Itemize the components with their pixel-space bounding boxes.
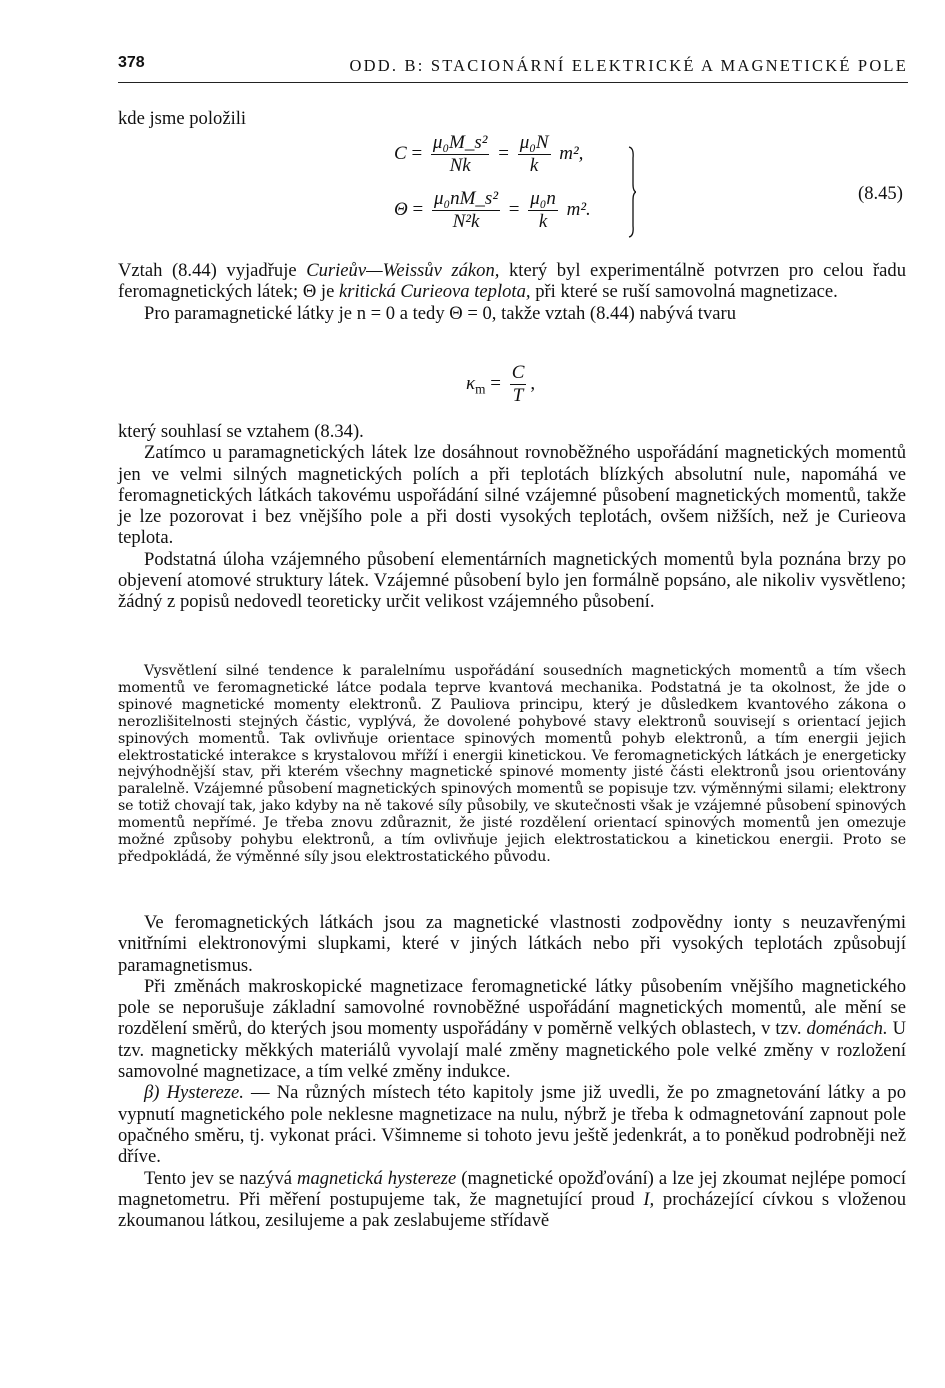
intro-line: [118, 108, 906, 129]
fraction-denominator: k: [529, 155, 539, 176]
text-run: — Na různých místech této kapitoly jsme již uvedli, že po zmagnetování látky a po vypnutí magnetického pole neklesne magnetizace na nulu, nýbrž je třeba k odmagnetování zapnout pole opačného směru, tj. vykonat práci. Všimneme si tohoto jevu ještě jedenkrát, a to poněkud podrobněji než dříve.: [118, 1082, 907, 1168]
equation-8-45-line1: C = $\frac{\text{μ₀M\_s²}}{Nk}$ = $\frac{\text{μ₀N}}{k}$ m²,: [394, 132, 584, 176]
section-heading: β) Hystereze.: [144, 1082, 244, 1104]
paragraph: [118, 1082, 906, 1167]
text-run: (magnetické opožďování) a lze jej zkoumat nejlépe pomocí magnetometru. Při měření postupujeme tak, že magnetující proud: [118, 1167, 906, 1210]
emphasis: kritická Curieova teplota,: [338, 281, 531, 303]
page-header: [118, 54, 908, 84]
emphasis: I,: [643, 1188, 655, 1210]
paragraph: Pro paramagnetické látky je n = 0 a tedy Θ = 0, takže vztah (8.44) nabývá tvaru: [144, 302, 737, 324]
page-number: 378: [118, 54, 145, 71]
text-run: U tzv. magneticky měkkých materiálů vyvolají malé změny magnetického pole velké změny v rozložení samovolné magnetizace, a tím velké změny indukce.: [118, 1018, 906, 1083]
fraction-denominator: N²k: [452, 211, 480, 232]
eq-lhs-c: C: [394, 142, 407, 164]
paragraph: [118, 1168, 906, 1232]
intro-text: kde jsme položili: [118, 108, 247, 129]
paragraph: Zatímco u paramagnetických látek lze dosáhnout rovnoběžného uspořádání magnetických momentů jen ve velmi silných magnetických polích a při teplotách blízkých absolutní nule, napomáhá ve feromagnetických látkách takovému uspořádání silné vzájemné působení magnetických momentů, takže je lze pozorovat i bez vnějšího pole a při dosti vysokých teplotách, ovšem nižších, než je Curieova teplota.: [118, 442, 906, 549]
paragraph: Podstatná úloha vzájemného působení elementárních magnetických momentů byla poznána brzy po objevení atomové struktury látek. Vzájemné působení bylo jen formálně popsáno, ale nikoliv vysvětleno; žádný z popisů nedovedl teoreticky určit velikost vzájemného působení.: [118, 548, 906, 613]
text-run: při které se ruší samovolná magnetizace.: [530, 281, 838, 303]
eq-lhs-kappa: κ: [466, 372, 476, 394]
fraction: [432, 188, 500, 233]
text-run: Při změnách makroskopické magnetizace feromagnetické látky působením vnějšího magnetického pole se neporušuje základní samovolné rovnoběžné uspořádání magnetických momentů, ale mění se rozdělení směrů, do kterých jsou momenty uspořádány v poměrně velkých oblastech, v tzv.: [118, 975, 906, 1040]
note-paragraph: Vysvětlení silné tendence k paralelnímu uspořádání sousedních magnetických momentů a tím všech momentů ve feromagnetické látce podala teprve kvantová mechanika. Podstatná je ta okolnost, že jde o spinové magnetické momenty elektronů. Z Pauliova principu, který je důsledkem kvantového zákona o nerozlišitelnosti stejných částic, vyplývá, že dovolené pohybové stavy elektronů souvisejí s orientací jejich spinových momentů. Tak ovlivňuje orientace spinových momentů pohyb elektronů, a tím energii jejich elektrostatické interakce s krystalovou mříží i energii kinetickou. Ve feromagnetických látkách je energeticky nejvýhodnější stav, při kterém všechny magnetické spinové momenty jisté části elektronů jsou orientovány paralelně. Vzájemné působení magnetických spinových momentů se popisuje tzv. výměnnými silami; elektrony se totiž chovají tak, jako kdyby na ně takové síly působily, ve skutečnosti však je vzájemné působení spinových momentů nepřímé. Je třeba znovu zdůraznit, že jisté rozdělení orientací spinových momentů jen omezuje možné způsoby pohybu elektronů, a tím ovlivňuje jejich elektrostatickou a kinetickou energii. Proto se předpokládá, že výměnné síly jsou elektrostatického původu.: [118, 663, 906, 865]
fraction: [510, 362, 527, 407]
fraction-numerator: μ₀N: [519, 132, 549, 153]
equation-8-45-line2: Θ = $\frac{\text{μ₀nM\_s²}}{\text{N²k}}$ = $\frac{\text{μ₀n}}{k}$ m².: [394, 188, 591, 232]
fraction-denominator: Nk: [449, 155, 471, 176]
emphasis: doménách.: [806, 1018, 888, 1040]
fraction: [431, 132, 490, 177]
fraction-denominator: k: [538, 211, 548, 232]
eq-tail: m².: [566, 198, 591, 220]
text-run: Vztah (8.44) vyjadřuje: [118, 260, 307, 281]
text-run: procházející cívkou s vloženou zkoumanou látkou, zesilujeme a pak zeslabujeme střídavě: [118, 1188, 906, 1232]
emphasis: Curieův—Weissův zákon,: [306, 260, 500, 281]
right-brace-icon: [628, 146, 636, 238]
fraction-numerator: μ₀nM_s²: [433, 188, 499, 209]
equation-curie-law: $\kappa_m$ = $\frac{C}{T}$ ,: [466, 362, 536, 406]
eq-tail: m²,: [559, 142, 584, 164]
running-head: ODD. B: STACIONÁRNÍ ELEKTRICKÉ A MAGNETICKÉ POLE: [349, 56, 908, 75]
paragraph: který souhlasí se vztahem (8.34).: [118, 421, 364, 442]
fraction-numerator: C: [511, 362, 525, 383]
paragraph: [118, 260, 906, 303]
equation-number: (8.45): [858, 183, 903, 204]
small-print-note: [118, 663, 906, 866]
emphasis: magnetická hystereze: [297, 1167, 457, 1189]
paragraph: Ve feromagnetických látkách jsou za magnetické vlastnosti zodpovědny ionty s neuzavřenými vnitřními elektronovými slupkami, které v jiných látkách nebo při vysokých teplotách způsobují paramagnetismus.: [118, 912, 906, 976]
text-run: Tento jev se nazývá: [144, 1167, 298, 1189]
fraction: [518, 132, 551, 177]
text-run: který byl experimentálně potvrzen pro celou řadu feromagnetických látek; Θ je: [118, 260, 906, 303]
body-block-3: [118, 912, 906, 1231]
eq-lhs-theta: Θ: [394, 198, 408, 220]
body-block-1: [118, 260, 906, 324]
fraction-numerator: μ₀M_s²: [432, 132, 488, 153]
paragraph: [118, 976, 906, 1082]
body-block-2: [118, 421, 906, 613]
header-rule: [118, 82, 908, 83]
eq-tail: ,: [530, 372, 536, 394]
fraction: [528, 188, 558, 233]
subscript: m: [475, 381, 486, 397]
fraction-denominator: T: [512, 385, 524, 406]
fraction-numerator: μ₀n: [530, 188, 556, 209]
